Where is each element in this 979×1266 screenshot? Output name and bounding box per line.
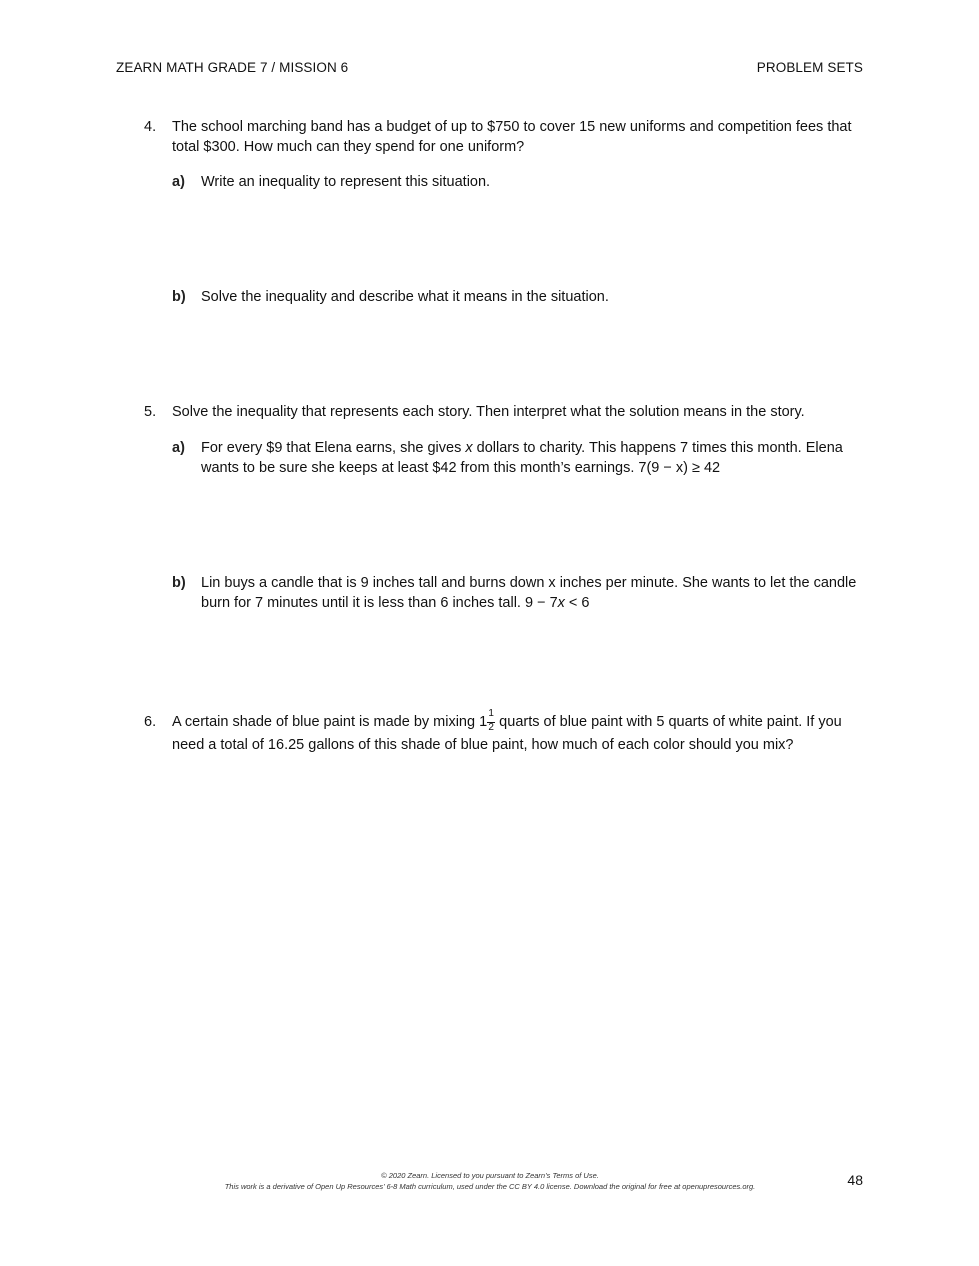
part-letter: a) [172, 174, 185, 190]
footer-license: This work is a derivative of Open Up Resources’ 6-8 Math curriculum, used under the CC BY 4.0 license. Download the original for free at openupresources.org. [224, 1182, 756, 1191]
fraction [487, 708, 495, 733]
question-number: 4. [144, 119, 157, 135]
question-5 [144, 402, 866, 422]
variable: x [465, 440, 473, 456]
part-text-end: dollars to charity. This happens 7 times this month. Elena wants to be sure she keeps at least $42 from this month’s earnings. 7(9 − x) ≥ 42 [201, 440, 843, 476]
part-letter: b) [172, 575, 186, 591]
question-text-start: A certain shade of blue paint is made by mixing 1 [172, 714, 488, 730]
page-number: 48 [847, 1172, 863, 1188]
question-4-part-a [172, 172, 866, 192]
header-title: ZEARN MATH GRADE 7 / MISSION 6 [116, 60, 349, 75]
question-number: 5. [144, 404, 157, 420]
part-letter: a) [172, 440, 185, 456]
question-5-part-b [172, 573, 866, 613]
variable: x [557, 595, 565, 611]
question-6 [144, 708, 866, 757]
part-letter: b) [172, 289, 186, 305]
footer-copyright: © 2020 Zearn. Licensed to you pursuant to Zearn’s Terms of Use. [381, 1171, 599, 1180]
question-5-part-a [172, 438, 866, 478]
question-text [172, 708, 866, 757]
part-text-start: Lin buys a candle that is 9 inches tall and burns down x inches per minute. She wants to let the candle burn for 7 minutes until it is less than 6 inches tall. 9 − 7 [201, 575, 857, 611]
question-number: 6. [144, 714, 157, 730]
question-text: The school marching band has a budget of up to $750 to cover 15 new uniforms and competition fees that total $300. How much can they spend for one uniform? [172, 119, 852, 155]
part-text [201, 438, 866, 478]
question-4 [144, 117, 866, 157]
part-text [201, 573, 866, 613]
fraction-denominator: 2 [488, 722, 494, 733]
fraction-numerator: 1 [488, 708, 494, 719]
part-text-start: For every $9 that Elena earns, she gives [201, 440, 466, 456]
part-text: Solve the inequality and describe what it means in the situation. [201, 289, 609, 305]
footer [150, 1170, 830, 1192]
question-4-part-b [172, 287, 866, 307]
part-text: Write an inequality to represent this situation. [201, 174, 491, 190]
part-text-end: < 6 [564, 595, 590, 611]
header-section: PROBLEM SETS [756, 60, 863, 75]
question-text-end: quarts of blue paint with 5 quarts of white paint. If you need a total of 16.25 gallons of this shade of blue paint, how much of each color should you mix? [172, 714, 842, 753]
question-text: Solve the inequality that represents each story. Then interpret what the solution means in the story. [172, 404, 805, 420]
